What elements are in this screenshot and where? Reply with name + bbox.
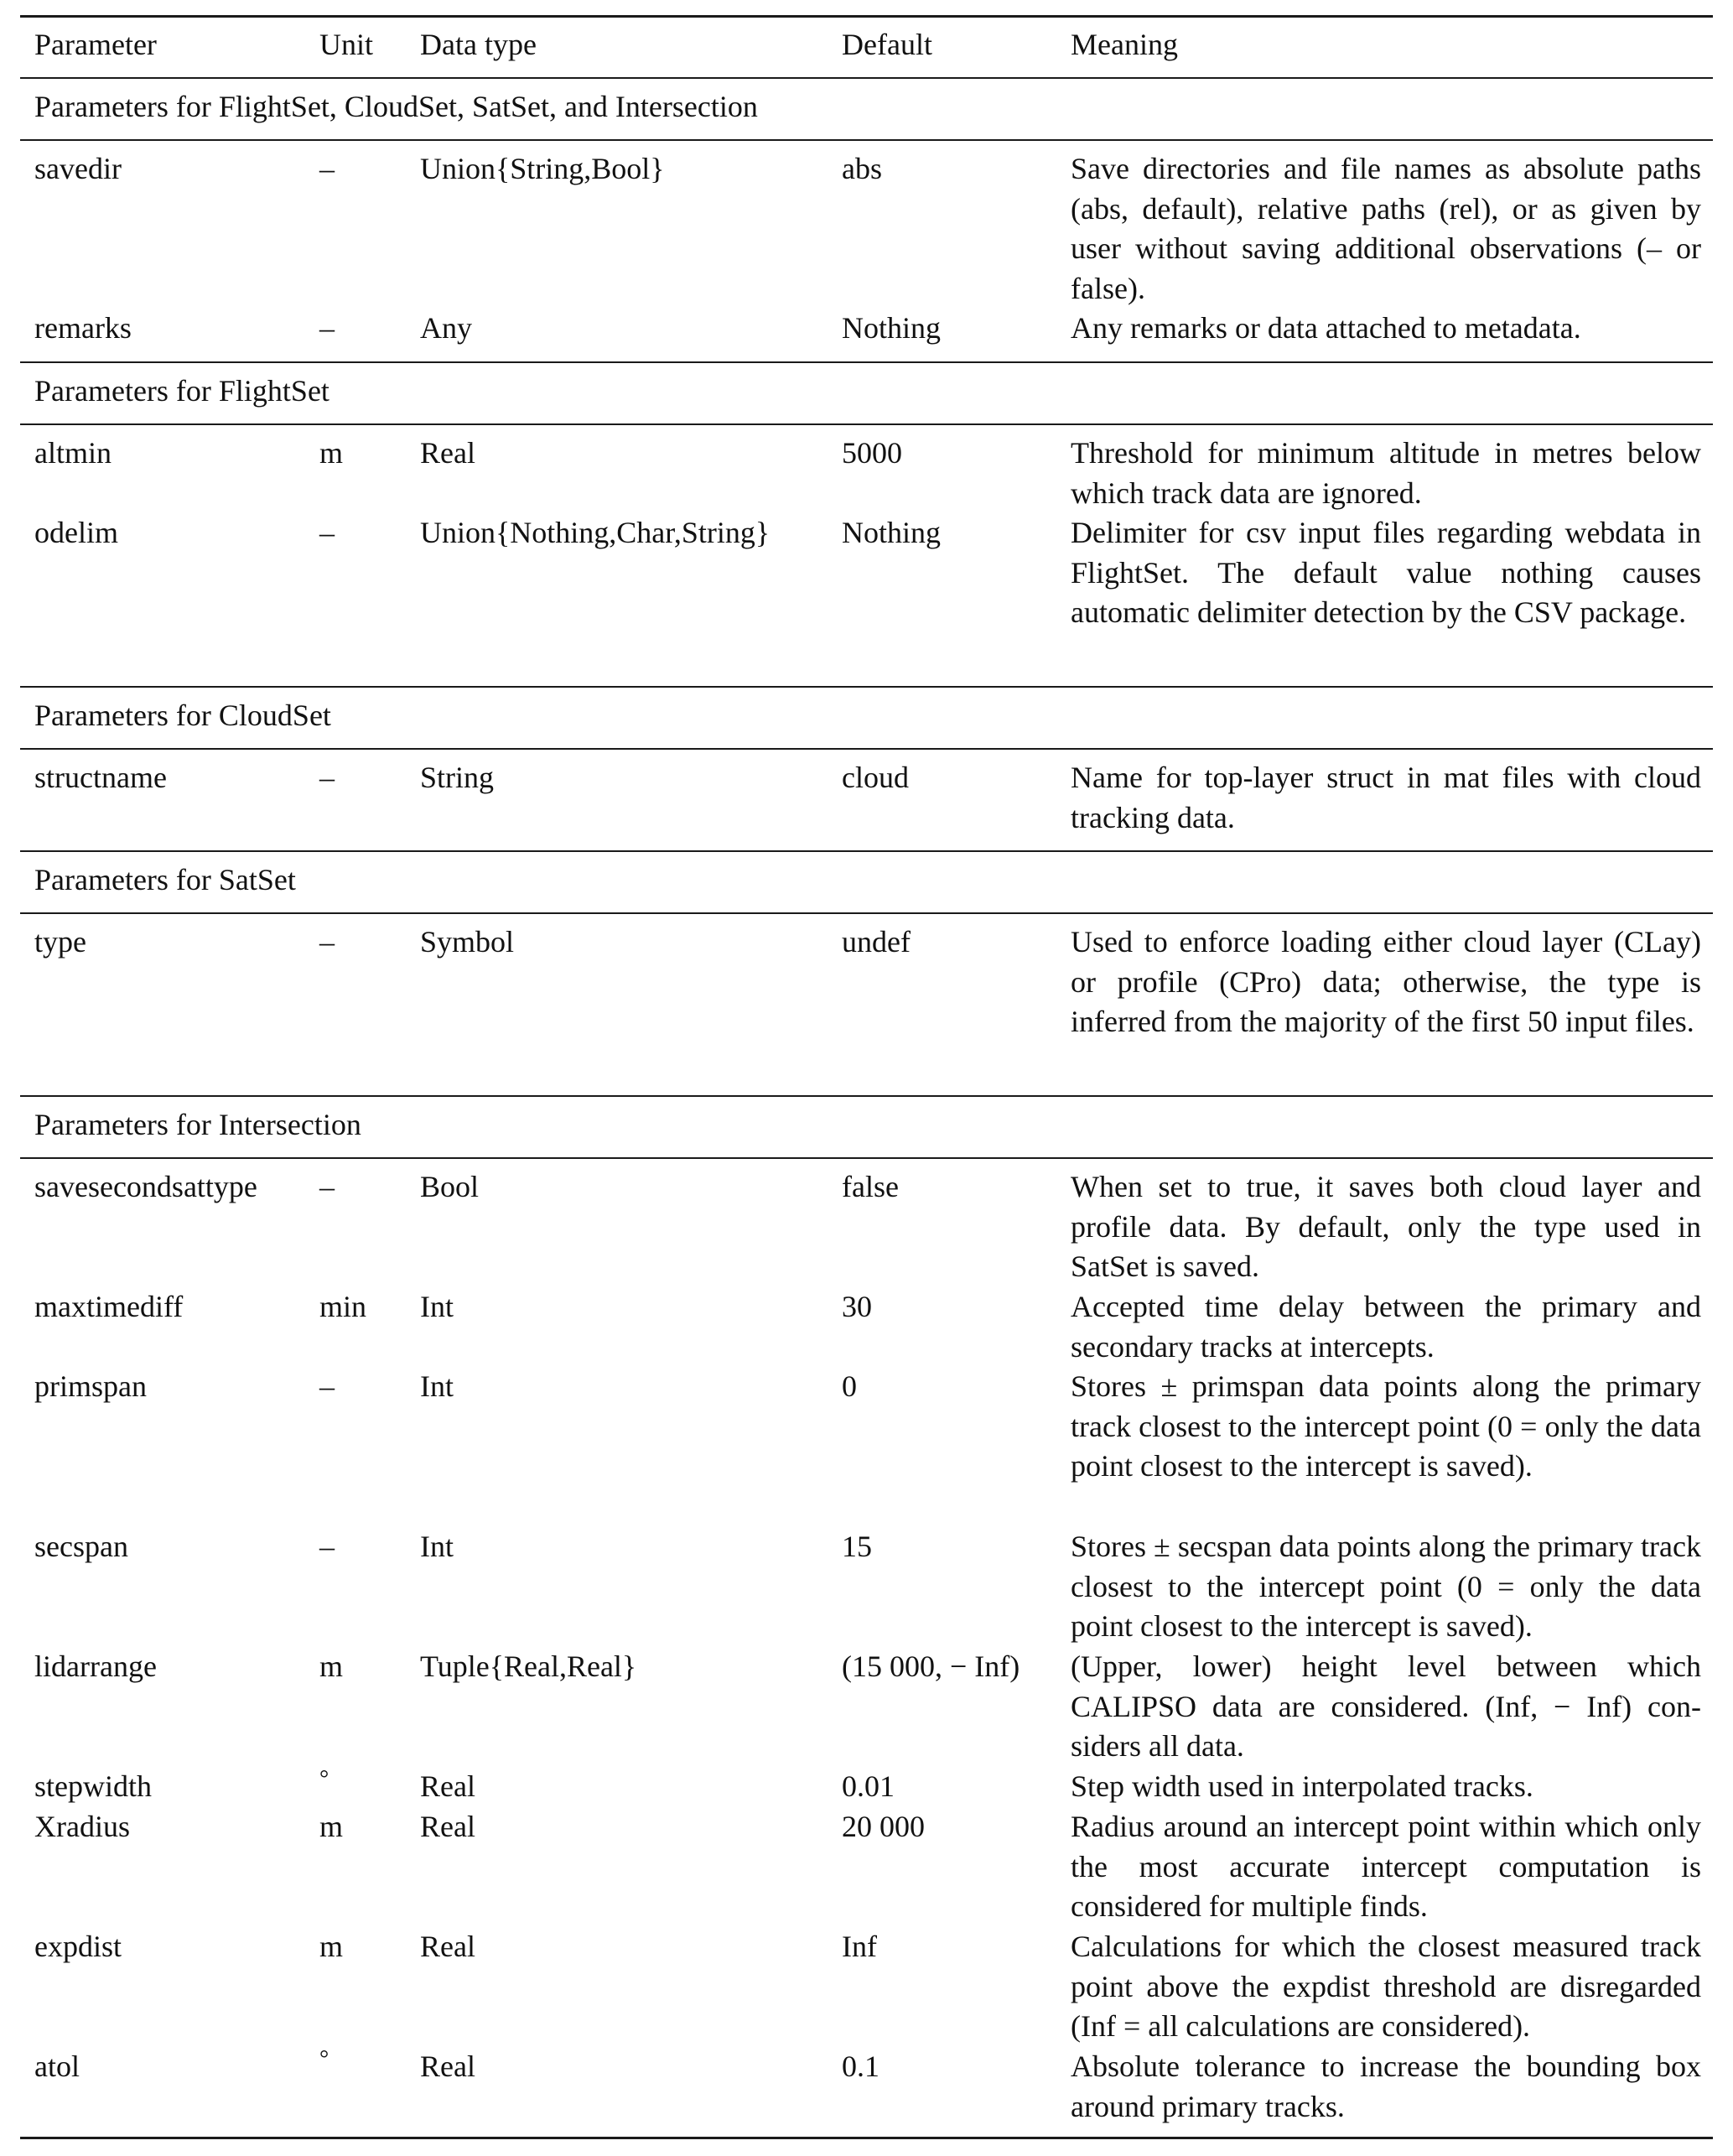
row-unit [319,1767,329,1810]
section-rule [20,1157,1713,1159]
header-default: Default [842,28,932,61]
row-meaning: Radius around an intercept point within which only the most accurate intercept computation is considered for multiple finds. [1071,1810,1701,1923]
parameter-table [20,0,1713,2156]
row-type: Int [420,1290,454,1323]
section-rule [20,1095,1713,1097]
row-unit: – [319,1369,335,1403]
row-type: Bool [420,1170,480,1203]
section-title: Parameters for Intersection [34,1108,361,1141]
header-rule [20,77,1713,79]
row-meaning: When set to true, it saves both cloud layer and profile data. By default, only the type used in SatSet is saved. [1071,1170,1701,1283]
row-type: Real [420,1769,475,1803]
row-unit: m [319,436,344,470]
row-param: savesecondsattype [34,1170,257,1203]
row-default: 20 000 [842,1810,925,1843]
row-type: Real [420,436,475,470]
section-title: Parameters for SatSet [34,863,296,896]
row-type: Tuple{Real,Real} [420,1649,637,1683]
row-unit: m [319,1930,344,1963]
row-meaning: Any remarks or data attached to metadata. [1071,311,1581,345]
row-param: expdist [34,1930,122,1963]
row-default: Nothing [842,516,942,549]
row-default: 15 [842,1530,872,1563]
row-meaning: Threshold for minimum altitude in metres below which track data are ignored. [1071,436,1701,510]
row-unit: – [319,152,335,185]
section-title: Parameters for FlightSet, CloudSet, SatSet, and Intersection [34,90,758,123]
row-unit: – [319,311,335,345]
row-meaning: Used to enforce loading either cloud layer (CLay) or profile (CPro) data; otherwise, the type is inferred from the majority of the first 50 input files. [1071,925,1701,1038]
section-rule [20,748,1713,750]
row-meaning: Accepted time delay between the primary and secondary tracks at intercepts. [1071,1290,1701,1364]
row-default: 5000 [842,436,902,470]
row-param: altmin [34,436,112,470]
row-default: 0.01 [842,1769,895,1803]
row-meaning: Calculations for which the closest measured track point above the expdist threshold are disregarded (Inf = all calculations are considered). [1071,1930,1701,2043]
row-param: savedir [34,152,122,185]
row-unit [319,2047,329,2090]
header-unit: Unit [319,28,374,61]
degree-symbol: ° [319,1766,329,1792]
row-meaning: Stores ± primspan data points along the primary track closest to the intercept point (0 = only the data point closest to the intercept is saved). [1071,1369,1701,1483]
row-type: Int [420,1530,454,1563]
top-rule [20,15,1713,18]
section-rule [20,423,1713,425]
row-unit: – [319,761,335,794]
row-param: Xradius [34,1810,130,1843]
row-type: Any [420,311,472,345]
row-param: primspan [34,1369,147,1403]
row-unit: – [319,925,335,959]
row-meaning: (Upper, lower) height level between which CALIPSO data are considered. (Inf, − Inf) considers all data. [1071,1649,1701,1763]
row-meaning: Name for top-layer struct in mat files with cloud tracking data. [1071,761,1701,834]
row-param: type [34,925,86,959]
row-default: abs [842,152,882,185]
row-param: remarks [34,311,132,345]
row-meaning: Save directories and file names as absolute paths (abs, default), relative paths (rel), or as given by user without saving additional observations (– or false). [1071,152,1701,305]
row-default: undef [842,925,911,959]
section-rule [20,361,1713,363]
row-param: maxtimediff [34,1290,184,1323]
section-rule [20,912,1713,914]
row-type: Union{String,Bool} [420,152,665,185]
row-meaning: Stores ± secspan data points along the primary track closest to the intercept point (0 = only the data point closest to the intercept is saved). [1071,1530,1701,1643]
row-unit: – [319,1170,335,1203]
row-param: secspan [34,1530,128,1563]
section-title: Parameters for CloudSet [34,699,331,732]
row-type: Union{Nothing,Char,String} [420,516,771,549]
row-type: String [420,761,495,794]
row-unit: – [319,1530,335,1563]
section-title: Parameters for FlightSet [34,374,329,408]
row-meaning: Absolute tolerance to increase the bounding box around primary tracks. [1071,2049,1701,2123]
row-unit: m [319,1649,344,1683]
row-type: Real [420,2049,475,2083]
header-data-type: Data type [420,28,537,61]
row-type: Int [420,1369,454,1403]
row-meaning: Delimiter for csv input files regarding webdata in FlightSet. The default value nothing causes automatic delimiter detection by the CSV package. [1071,516,1701,629]
row-default: 0 [842,1369,857,1403]
header-meaning: Meaning [1071,28,1178,61]
header-parameter: Parameter [34,28,157,61]
row-param: structname [34,761,167,794]
row-param: stepwidth [34,1769,152,1803]
row-unit: – [319,516,335,549]
row-type: Real [420,1810,475,1843]
row-param: odelim [34,516,118,549]
row-param: lidarrange [34,1649,157,1683]
bottom-rule [20,2137,1713,2139]
row-unit: m [319,1810,344,1843]
section-rule [20,686,1713,688]
row-default: Nothing [842,311,942,345]
row-default: (15 000, − Inf) [842,1649,1020,1683]
row-default: 0.1 [842,2049,879,2083]
degree-symbol: ° [319,2046,329,2072]
section-rule [20,850,1713,852]
section-rule [20,139,1713,141]
row-default: cloud [842,761,909,794]
row-unit: min [319,1290,367,1323]
row-param: atol [34,2049,80,2083]
row-default: 30 [842,1290,872,1323]
row-type: Symbol [420,925,515,959]
row-default: false [842,1170,899,1203]
row-meaning: Step width used in interpolated tracks. [1071,1769,1533,1803]
row-default: Inf [842,1930,877,1963]
row-type: Real [420,1930,475,1963]
